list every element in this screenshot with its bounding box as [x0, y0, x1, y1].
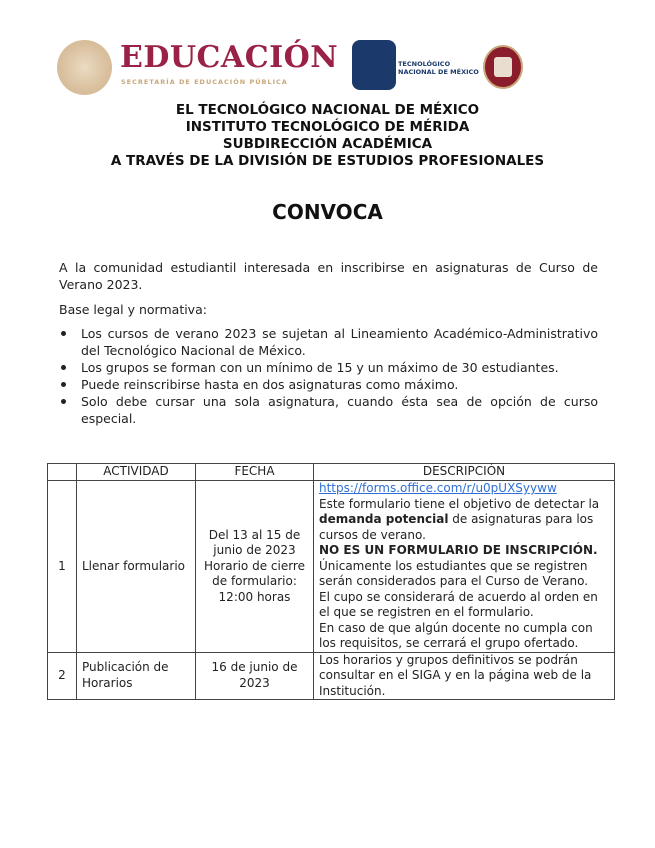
sep-logo-title: EDUCACIÓN: [120, 40, 339, 75]
col-header-date: FECHA: [196, 464, 314, 481]
header-line-2: INSTITUTO TECNOLÓGICO DE MÉRIDA: [185, 119, 470, 135]
desc-warning: NO ES UN FORMULARIO DE INSCRIPCIÓN.: [319, 543, 598, 557]
header-line-1: EL TECNOLÓGICO NACIONAL DE MÉXICO: [175, 102, 480, 118]
header-line-4: A TRAVÉS DE LA DIVISIÓN DE ESTUDIOS PROFESIONALES: [110, 153, 545, 169]
tecnm-line1: TECNOLÓGICO: [398, 60, 451, 68]
tecnm-logo-text: [398, 60, 479, 76]
desc-text: Este formulario tiene el objetivo de detectar la: [319, 496, 600, 511]
desc-text: Únicamente los estudiantes que se registren serán considerados para el Curso de Verano.: [319, 558, 589, 588]
list-item: Puede reinscribirse hasta en dos asignaturas como máximo.: [81, 376, 598, 393]
row-activity: Llenar formulario: [77, 481, 196, 653]
row-number: 2: [48, 652, 77, 700]
desc-bold: demanda potencial: [319, 512, 449, 526]
row-description: [314, 481, 615, 653]
col-header-num: [48, 464, 77, 481]
row-activity: Publicación de Horarios: [77, 652, 196, 700]
desc-text: El cupo se considerará de acuerdo al orden en el que se registren en el formulario.: [319, 589, 598, 619]
row-date: Del 13 al 15 de junio de 2023 Horario de cierre de formulario: 12:00 horas: [196, 481, 314, 653]
header-line-3: SUBDIRECCIÓN ACADÉMICA: [222, 136, 433, 152]
base-label: Base legal y normativa:: [59, 302, 207, 317]
desc-text: de asignaturas para los cursos de verano.: [319, 512, 594, 542]
list-item: Los cursos de verano 2023 se sujetan al Lineamiento Académico-Administrativo del Tecnológico Nacional de México.: [81, 325, 598, 359]
table-row: [48, 481, 615, 653]
activities-table: [47, 463, 615, 700]
sep-logo-subtitle: SECRETARÍA DE EDUCACIÓN PÚBLICA: [121, 78, 288, 86]
itm-shield-logo: [483, 45, 523, 89]
row-number: 1: [48, 481, 77, 653]
rules-list: [59, 325, 598, 427]
tecnm-line2: NACIONAL DE MÉXICO: [398, 68, 479, 76]
table-header-row: [48, 464, 615, 481]
mexico-seal-logo: [57, 40, 112, 95]
col-header-description: DESCRIPCIÓN: [314, 464, 615, 481]
page-title: CONVOCA: [272, 200, 383, 224]
row-date: 16 de junio de 2023: [196, 652, 314, 700]
table-row: [48, 652, 615, 700]
form-link[interactable]: https://forms.office.com/r/u0pUXSyyww: [319, 481, 557, 495]
intro-paragraph: A la comunidad estudiantil interesada en inscribirse en asignaturas de Curso de Verano 2023.: [59, 260, 598, 292]
list-item: Solo debe cursar una sola asignatura, cuando ésta sea de opción de curso especial.: [81, 393, 598, 427]
row-description: Los horarios y grupos definitivos se podrán consultar en el SIGA y en la página web de la Institución.: [314, 652, 615, 700]
desc-text: En caso de que algún docente no cumpla con los requisitos, se cerrará el grupo ofertado.: [319, 620, 593, 650]
tecnm-gear-logo: [352, 40, 396, 90]
col-header-activity: ACTIVIDAD: [77, 464, 196, 481]
list-item: Los grupos se forman con un mínimo de 15 y un máximo de 30 estudiantes.: [81, 359, 598, 376]
